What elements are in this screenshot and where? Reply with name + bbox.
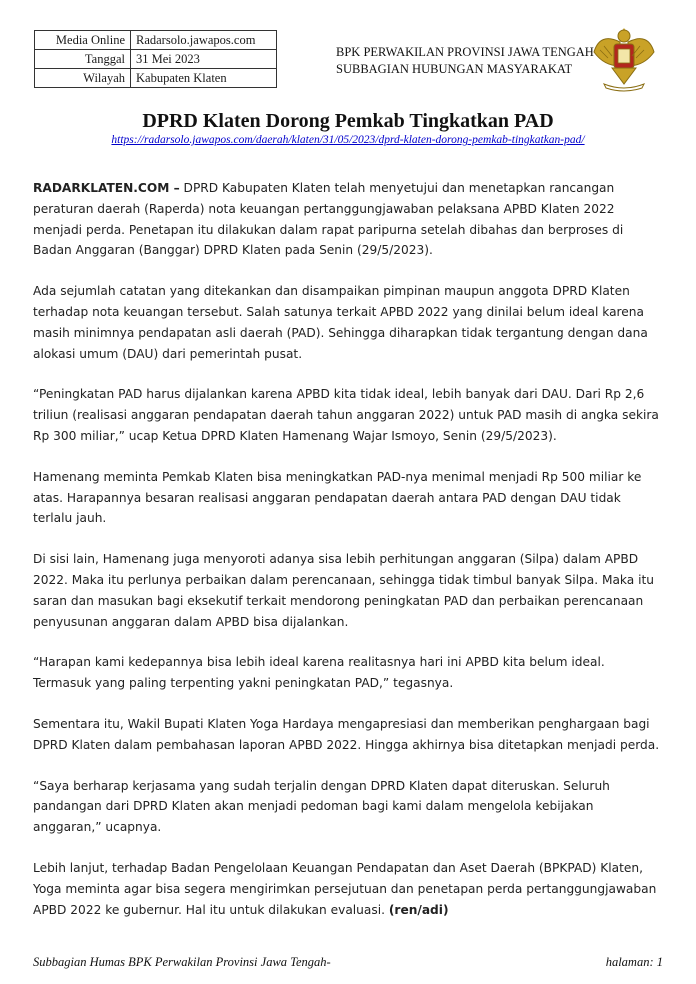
article-paragraph — [33, 178, 663, 261]
garuda-emblem-icon — [590, 22, 658, 94]
organization-header — [336, 44, 594, 78]
article-title: DPRD Klaten Dorong Pemkab Tingkatkan PAD — [142, 110, 554, 132]
article-paragraph: Hamenang meminta Pemkab Klaten bisa meningkatkan PAD-nya menimal menjadi Rp 500 miliar ke atas. Harapannya besaran realisasi anggaran pendapatan daerah antara PAD dengan DAU tidak terlalu jauh. — [33, 469, 642, 526]
article-link[interactable]: https://radarsolo.jawapos.com/daerah/klaten/31/05/2023/dprd-klaten-dorong-pemkab-tingkatkan-pad/ — [111, 134, 585, 146]
article-paragraph-text: DPRD Kabupaten Klaten telah menyetujui dan menetapkan rancangan peraturan daerah (Raperda) nota keuangan pertanggungjawaban pelaksana APBD Klaten 2022 menjadi perda. Penetapan itu dilakukan dalam rapat paripurna setelah dibahas dan berproses di Badan Anggaran (Banggar) DPRD Klaten pada Senin (29/5/2023). — [33, 181, 624, 258]
article-paragraph: “Saya berharap kerjasama yang sudah terjalin dengan DPRD Klaten dapat diteruskan. Seluruh pandangan dari DPRD Klaten akan menjadi pedoman bagi kami dalam mengelola kebijakan anggaran,” ucapnya. — [33, 778, 610, 835]
media-info-row — [35, 69, 277, 88]
media-info-row — [35, 31, 277, 50]
media-info-key: Tanggal — [35, 50, 131, 69]
media-info-value: Radarsolo.jawapos.com — [131, 31, 277, 50]
media-info-row — [35, 50, 277, 69]
article-paragraph: Di sisi lain, Hamenang juga menyoroti adanya sisa lebih perhitungan anggaran (Silpa) dalam APBD 2022. Maka itu perlunya perbaikan dalam perencanaan, sehingga tidak timbul banyak Silpa. Maka itu saran dan masukan bagi eksekutif terkait mendorong peningkatan PAD dan perbaikan perencanaan penyusunan anggaran dalam APBD bisa dijalankan. — [33, 552, 655, 629]
organization-division: SUBBAGIAN HUBUNGAN MASYARAKAT — [336, 62, 573, 76]
article-paragraph-text: Lebih lanjut, terhadap Badan Pengelolaan Keuangan Pendapatan dan Aset Daerah (BPKPAD) Klaten, Yoga meminta agar bisa segera mengirimkan persejutuan dan penetapan perda pertanggungjawaban APBD 2022 ke gubernur. Hal itu untuk dilakukan evaluasi. — [33, 860, 657, 917]
media-info-key: Media Online — [35, 31, 131, 50]
article-paragraph — [33, 858, 663, 920]
article-body — [33, 178, 663, 940]
page-number: halaman: 1 — [605, 955, 663, 969]
organization-name: BPK PERWAKILAN PROVINSI JAWA TENGAH — [336, 45, 594, 59]
author-signoff: (ren/adi) — [388, 902, 449, 917]
article-paragraph: Ada sejumlah catatan yang ditekankan dan disampaikan pimpinan maupun anggota DPRD Klaten terhadap nota keuangan tersebut. Salah satunya terkait APBD 2022 yang dinilai belum ideal karena masih minimnya pendapatan asli daerah (PAD). Sehingga diharapkan tidak tergantung dengan dana alokasi umum (DAU) dari pemerintah pusat. — [33, 284, 648, 361]
media-info-key: Wilayah — [35, 69, 131, 88]
page-footer — [33, 955, 663, 970]
article-paragraph: “Peningkatan PAD harus dijalankan karena APBD kita tidak ideal, lebih banyak dari DAU. Dari Rp 2,6 triliun (realisasi anggaran pendapatan daerah tahun anggaran 2022) untuk PAD masih di angka sekira Rp 300 miliar,” ucap Ketua DPRD Klaten Hamenang Wajar Ismoyo, Senin (29/5/2023). — [33, 387, 659, 443]
footer-organization: Subbagian Humas BPK Perwakilan Provinsi Jawa Tengah- — [33, 955, 331, 969]
media-info-value: Kabupaten Klaten — [131, 69, 277, 88]
media-info-value: 31 Mei 2023 — [131, 50, 277, 69]
article-paragraph: “Harapan kami kedepannya bisa lebih ideal karena realitasnya hari ini APBD kita belum ideal. Termasuk yang paling terpenting yakni peningkatan PAD,” tegasnya. — [33, 655, 605, 691]
article-paragraph: Sementara itu, Wakil Bupati Klaten Yoga Hardaya mengapresiasi dan memberikan penghargaan bagi DPRD Klaten dalam pembahasan laporan APBD 2022. Hingga akhirnya bisa ditetapkan menjadi perda. — [33, 716, 660, 752]
media-info-table — [34, 30, 277, 88]
article-dateline: RADARKLATEN.COM – — [33, 181, 180, 195]
